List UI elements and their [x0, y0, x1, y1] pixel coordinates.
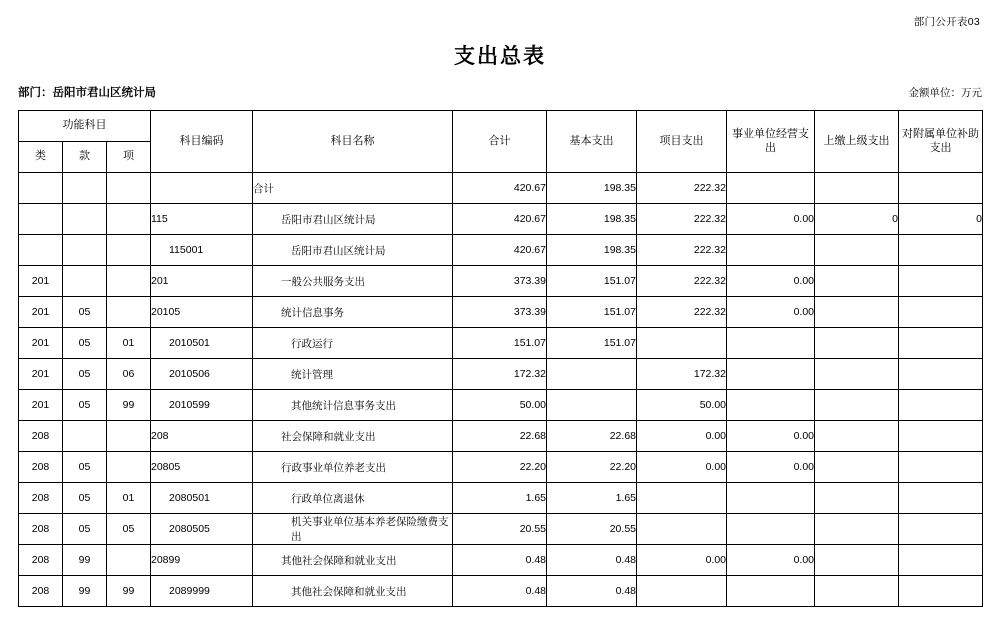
cell-business: [727, 328, 815, 359]
cell-xiang: 01: [107, 328, 151, 359]
cell-xiang: [107, 297, 151, 328]
cell-kuan: [63, 235, 107, 266]
header-function-group: 功能科目: [19, 111, 151, 142]
cell-business: [727, 483, 815, 514]
cell-name: 其他社会保障和就业支出: [253, 545, 453, 576]
cell-project: [637, 483, 727, 514]
cell-xiang: [107, 173, 151, 204]
cell-code: 2080505: [151, 514, 253, 545]
cell-total: 50.00: [453, 390, 547, 421]
cell-project: 172.32: [637, 359, 727, 390]
cell-lei: 201: [19, 297, 63, 328]
cell-name: 社会保障和就业支出: [253, 421, 453, 452]
table-row: [19, 297, 983, 328]
cell-business: [727, 359, 815, 390]
cell-total: 420.67: [453, 173, 547, 204]
cell-subsidiary: [899, 328, 983, 359]
cell-name: 机关事业单位基本养老保险缴费支出: [253, 514, 453, 545]
cell-lei: [19, 235, 63, 266]
cell-xiang: 99: [107, 576, 151, 607]
table-row: [19, 576, 983, 607]
cell-upper: [815, 266, 899, 297]
cell-business: [727, 235, 815, 266]
header-lei: 类: [19, 142, 63, 173]
cell-project: [637, 328, 727, 359]
cell-xiang: [107, 204, 151, 235]
cell-lei: 201: [19, 390, 63, 421]
cell-kuan: 05: [63, 390, 107, 421]
cell-kuan: [63, 204, 107, 235]
cell-name: 岳阳市君山区统计局: [253, 235, 453, 266]
cell-upper: [815, 452, 899, 483]
cell-name: 统计管理: [253, 359, 453, 390]
cell-project: [637, 576, 727, 607]
cell-xiang: 99: [107, 390, 151, 421]
cell-lei: [19, 173, 63, 204]
cell-name: 行政单位离退休: [253, 483, 453, 514]
cell-kuan: 05: [63, 483, 107, 514]
table-row: [19, 359, 983, 390]
cell-kuan: 99: [63, 545, 107, 576]
cell-project: 222.32: [637, 204, 727, 235]
table-body: [19, 173, 983, 607]
cell-basic: 1.65: [547, 483, 637, 514]
cell-lei: 208: [19, 483, 63, 514]
table-row: [19, 204, 983, 235]
header-project: 项目支出: [637, 111, 727, 173]
cell-code: 20805: [151, 452, 253, 483]
header-name: 科目名称: [253, 111, 453, 173]
cell-basic: 151.07: [547, 266, 637, 297]
cell-code: 20105: [151, 297, 253, 328]
cell-xiang: [107, 452, 151, 483]
cell-name: 一般公共服务支出: [253, 266, 453, 297]
cell-xiang: 06: [107, 359, 151, 390]
header-business: 事业单位经营支出: [727, 111, 815, 173]
cell-lei: 208: [19, 545, 63, 576]
cell-basic: 151.07: [547, 297, 637, 328]
cell-lei: 208: [19, 421, 63, 452]
cell-xiang: [107, 266, 151, 297]
cell-code: [151, 173, 253, 204]
cell-kuan: 05: [63, 297, 107, 328]
cell-lei: 201: [19, 328, 63, 359]
cell-project: 0.00: [637, 421, 727, 452]
cell-xiang: [107, 545, 151, 576]
cell-basic: 198.35: [547, 173, 637, 204]
table-row: [19, 235, 983, 266]
table-row: [19, 421, 983, 452]
page-title: 支出总表: [454, 44, 546, 68]
cell-project: 222.32: [637, 266, 727, 297]
expenditure-table: [18, 110, 983, 607]
cell-basic: 0.48: [547, 576, 637, 607]
cell-business: 0.00: [727, 204, 815, 235]
cell-kuan: 05: [63, 328, 107, 359]
cell-lei: 208: [19, 514, 63, 545]
cell-project: 222.32: [637, 235, 727, 266]
cell-xiang: 05: [107, 514, 151, 545]
cell-name: 行政事业单位养老支出: [253, 452, 453, 483]
cell-xiang: [107, 421, 151, 452]
header-xiang: 项: [107, 142, 151, 173]
table-row: [19, 328, 983, 359]
cell-project: 0.00: [637, 545, 727, 576]
cell-subsidiary: [899, 235, 983, 266]
cell-business: 0.00: [727, 545, 815, 576]
cell-total: 420.67: [453, 204, 547, 235]
cell-business: [727, 514, 815, 545]
header-code: 科目编码: [151, 111, 253, 173]
cell-subsidiary: [899, 266, 983, 297]
cell-subsidiary: [899, 390, 983, 421]
cell-name: 其他统计信息事务支出: [253, 390, 453, 421]
header-basic: 基本支出: [547, 111, 637, 173]
table-row: [19, 545, 983, 576]
cell-total: 373.39: [453, 297, 547, 328]
cell-name: 统计信息事务: [253, 297, 453, 328]
cell-basic: 0.48: [547, 545, 637, 576]
cell-upper: [815, 390, 899, 421]
cell-name: 其他社会保障和就业支出: [253, 576, 453, 607]
cell-code: 2089999: [151, 576, 253, 607]
cell-total: 151.07: [453, 328, 547, 359]
cell-name: 行政运行: [253, 328, 453, 359]
cell-upper: 0: [815, 204, 899, 235]
cell-business: 0.00: [727, 452, 815, 483]
cell-lei: [19, 204, 63, 235]
cell-subsidiary: [899, 173, 983, 204]
cell-basic: 198.35: [547, 204, 637, 235]
cell-kuan: 05: [63, 359, 107, 390]
cell-subsidiary: [899, 576, 983, 607]
table-row: [19, 173, 983, 204]
table-row: [19, 390, 983, 421]
cell-subsidiary: [899, 514, 983, 545]
cell-xiang: 01: [107, 483, 151, 514]
cell-code: 20899: [151, 545, 253, 576]
cell-upper: [815, 328, 899, 359]
cell-total: 0.48: [453, 576, 547, 607]
cell-total: 22.20: [453, 452, 547, 483]
cell-business: 0.00: [727, 297, 815, 328]
cell-upper: [815, 173, 899, 204]
table-row: [19, 266, 983, 297]
cell-basic: [547, 390, 637, 421]
cell-lei: 208: [19, 576, 63, 607]
cell-project: [637, 514, 727, 545]
cell-business: 0.00: [727, 266, 815, 297]
header-total: 合计: [453, 111, 547, 173]
cell-subsidiary: [899, 545, 983, 576]
department-label: 部门：岳阳市君山区统计局: [18, 87, 156, 99]
cell-total: 172.32: [453, 359, 547, 390]
cell-xiang: [107, 235, 151, 266]
header-kuan: 款: [63, 142, 107, 173]
cell-upper: [815, 483, 899, 514]
cell-subsidiary: [899, 483, 983, 514]
meta-row: [18, 84, 982, 100]
header-upper: 上缴上级支出: [815, 111, 899, 173]
table-row: [19, 483, 983, 514]
table-header: [19, 111, 983, 173]
cell-upper: [815, 514, 899, 545]
cell-code: 2010501: [151, 328, 253, 359]
cell-kuan: 99: [63, 576, 107, 607]
cell-basic: 198.35: [547, 235, 637, 266]
cell-project: 222.32: [637, 173, 727, 204]
cell-total: 420.67: [453, 235, 547, 266]
cell-upper: [815, 235, 899, 266]
cell-basic: 22.68: [547, 421, 637, 452]
cell-total: 1.65: [453, 483, 547, 514]
cell-basic: 20.55: [547, 514, 637, 545]
table-row: [19, 514, 983, 545]
cell-subsidiary: [899, 297, 983, 328]
cell-business: [727, 576, 815, 607]
header-subsidiary: 对附属单位补助支出: [899, 111, 983, 173]
currency-unit-label: 金额单位：万元: [908, 87, 982, 99]
cell-subsidiary: 0: [899, 204, 983, 235]
cell-business: [727, 390, 815, 421]
cell-code: 2010599: [151, 390, 253, 421]
cell-kuan: [63, 266, 107, 297]
cell-lei: 201: [19, 266, 63, 297]
cell-kuan: 05: [63, 452, 107, 483]
cell-upper: [815, 297, 899, 328]
cell-upper: [815, 545, 899, 576]
cell-subsidiary: [899, 421, 983, 452]
cell-kuan: 05: [63, 514, 107, 545]
cell-business: [727, 173, 815, 204]
cell-basic: 151.07: [547, 328, 637, 359]
cell-subsidiary: [899, 359, 983, 390]
form-code: 部门公开表03: [913, 16, 980, 28]
cell-code: 115: [151, 204, 253, 235]
cell-upper: [815, 576, 899, 607]
cell-name: 合计: [253, 173, 453, 204]
cell-total: 0.48: [453, 545, 547, 576]
cell-subsidiary: [899, 452, 983, 483]
cell-project: 50.00: [637, 390, 727, 421]
cell-kuan: [63, 173, 107, 204]
cell-business: 0.00: [727, 421, 815, 452]
cell-code: 201: [151, 266, 253, 297]
cell-upper: [815, 421, 899, 452]
cell-code: 208: [151, 421, 253, 452]
cell-project: 0.00: [637, 452, 727, 483]
cell-basic: 22.20: [547, 452, 637, 483]
cell-total: 373.39: [453, 266, 547, 297]
cell-basic: [547, 359, 637, 390]
cell-code: 2080501: [151, 483, 253, 514]
cell-total: 22.68: [453, 421, 547, 452]
cell-code: 2010506: [151, 359, 253, 390]
cell-total: 20.55: [453, 514, 547, 545]
cell-lei: 201: [19, 359, 63, 390]
table-row: [19, 452, 983, 483]
cell-project: 222.32: [637, 297, 727, 328]
cell-code: 115001: [151, 235, 253, 266]
cell-kuan: [63, 421, 107, 452]
cell-lei: 208: [19, 452, 63, 483]
cell-upper: [815, 359, 899, 390]
cell-name: 岳阳市君山区统计局: [253, 204, 453, 235]
